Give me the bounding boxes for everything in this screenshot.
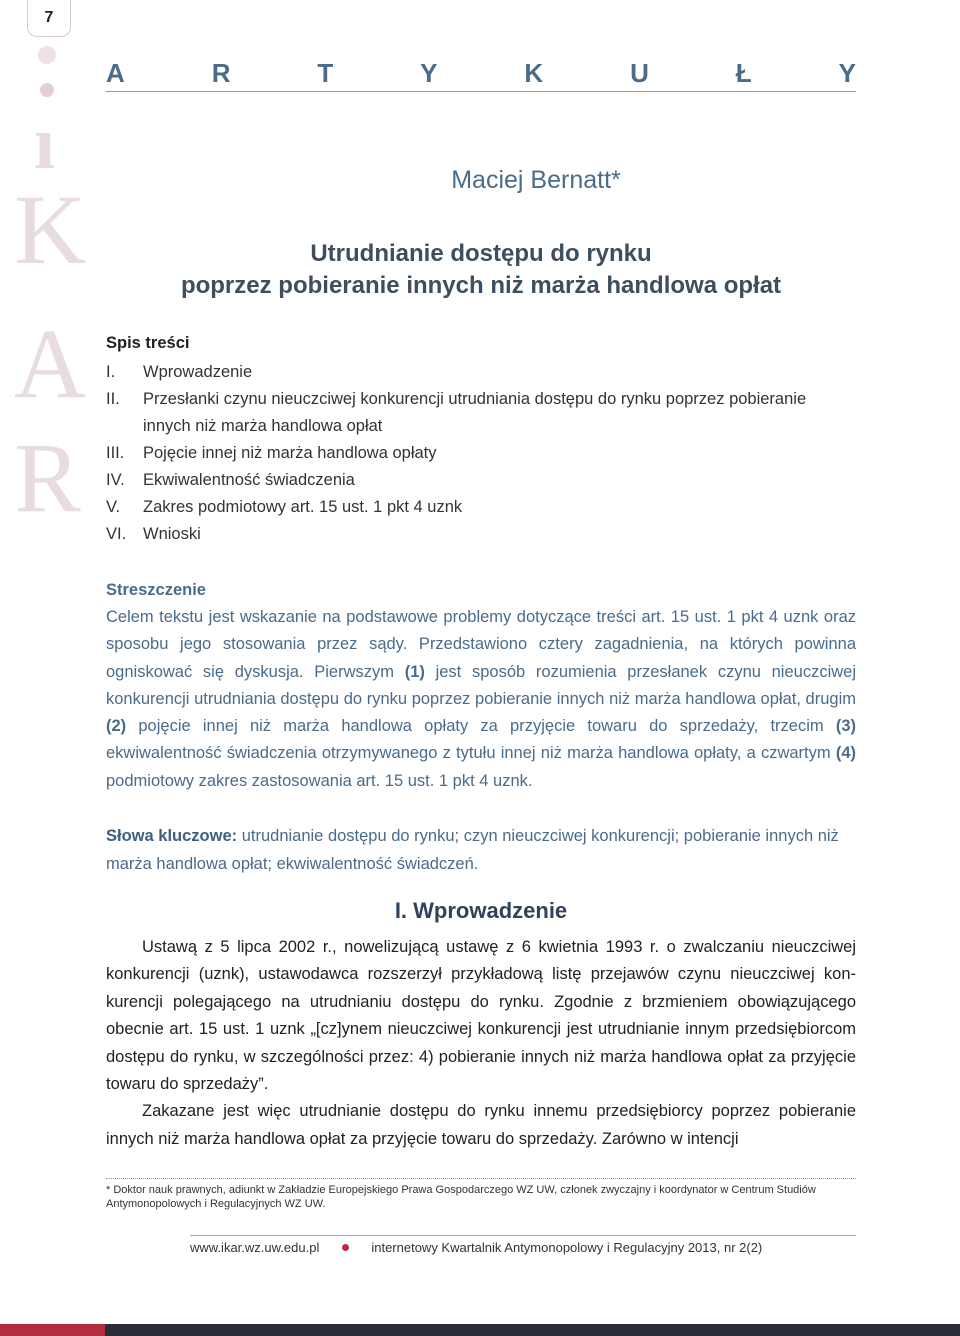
body-text bbox=[106, 934, 856, 1153]
section-title: I. Wprowadzenie bbox=[394, 898, 568, 923]
logo-letter-a: A bbox=[14, 308, 87, 419]
footer-rule bbox=[190, 1235, 856, 1236]
toc-item: VI. Wnioski bbox=[106, 525, 201, 543]
abstract-heading: Streszczenie bbox=[106, 581, 206, 599]
paragraph: Ustawą z 5 lipca 2002 r., nowelizującą ustawę z 6 kwietnia 1993 r. o zwalczaniu nieuczciwej konkurencji (uznk), ustawodawca rozszerzył przykładową listę przejawów czynu nieuczciwej konkurencji polegającego na utrudnianiu dostępu do rynku. Zgodnie z brzmieniem obowiązującego obecnie art. 15 ust. 1 uznk „[cz]ynem nieuczciwej konkurencji jest utrudnianie innym przedsiębiorcom dostępu do rynku, w szczególności przez: 4) pobieranie innych niż marża handlowa opłat za przyjęcie towaru do sprzedaży”. bbox=[106, 938, 856, 1094]
footnote-rule bbox=[106, 1178, 856, 1179]
keywords-label: Słowa kluczowe: bbox=[106, 827, 238, 845]
logo-dot-i bbox=[40, 83, 54, 97]
logo-letter-r: R bbox=[14, 422, 81, 533]
author: Maciej Bernatt* bbox=[451, 166, 621, 194]
logo-letter-k: K bbox=[14, 174, 87, 285]
footnote: * Doktor nauk prawnych, adiunkt w Zakładzie Europejskiego Prawa Gospodarczego WZ UW, członek zwyczajny i koordynator w Centrum Studiów Antymonopolowych i Regulacyjnych WZ UW. bbox=[106, 1184, 816, 1210]
logo-letter-i: ı bbox=[34, 101, 56, 185]
footer-journal: internetowy Kwartalnik Antymonopolowy i Regulacyjny 2013, nr 2(2) bbox=[371, 1240, 763, 1255]
footer bbox=[190, 1240, 856, 1255]
toc-heading: Spis treści bbox=[106, 334, 190, 352]
article-title: Utrudnianie dostępu do rynku poprzez pobieranie innych niż marża handlowa opłat bbox=[180, 240, 782, 299]
keywords: Słowa kluczowe: utrudnianie dostępu do rynku; czyn nieuczciwej konkurencji; pobieranie innych niż marża handlowa opłat; ekwiwalentność świadczeń. bbox=[106, 827, 839, 873]
toc-item: I. Wprowadzenie bbox=[106, 363, 253, 381]
paragraph: Zakazane jest więc utrudnianie dostępu do rynku innemu przedsiębiorcy poprzez pobieranie innych niż marża handlowa opłat za przyjęcie towaru do sprzedaży. Zarówno w intencji bbox=[106, 1102, 856, 1148]
section-header: A R T Y K U Ł Y bbox=[106, 58, 856, 88]
bullet-icon bbox=[342, 1244, 349, 1251]
header-rule bbox=[106, 91, 856, 92]
logo-dot-top bbox=[38, 46, 56, 64]
toc-item: III. Pojęcie innej niż marża handlowa opłaty bbox=[106, 444, 437, 462]
abstract-text: Celem tekstu jest wskazanie na podstawowe problemy dotyczące treści art. 15 ust. 1 pkt 4 uznk oraz sposobu jego stosowania przez sądy. Przedstawiono cztery zagadnienia, na których powinna ogniskować się dyskusja. Pierwszym (1) jest sposób rozumienia przesłanek czynu nieuczciwej konkurencji utrudniania dostępu do rynku poprzez pobieranie innych niż marża handlowa opłat, drugim (2) pojęcie innej niż marża handlowa opłaty za przyjęcie towaru do sprzedaży, trzecim (3) ekwiwalentność świadczenia otrzymywanego z tytułu innej niż marża handlowa opłaty, a czwartym (4) podmiotowy zakres zastosowania art. 15 ust. 1 pkt 4 uznk. bbox=[106, 608, 857, 790]
bottom-bar bbox=[105, 1324, 960, 1336]
table-of-contents bbox=[106, 332, 866, 548]
toc-item: V. Zakres podmiotowy art. 15 ust. 1 pkt 4 uznk bbox=[106, 498, 463, 516]
footer-url[interactable]: www.ikar.wz.uw.edu.pl bbox=[190, 1240, 320, 1255]
toc-item: IV. Ekwiwalentność świadczenia bbox=[106, 471, 355, 489]
bottom-bar-accent bbox=[0, 1324, 105, 1336]
toc-item: II. Przesłanki czynu nieuczciwej konkurencji utrudniania dostępu do rynku poprzez pobieranie innych niż marża handlowa opłat bbox=[106, 390, 807, 435]
abstract bbox=[106, 577, 856, 795]
page-number: 7 bbox=[27, 0, 71, 37]
